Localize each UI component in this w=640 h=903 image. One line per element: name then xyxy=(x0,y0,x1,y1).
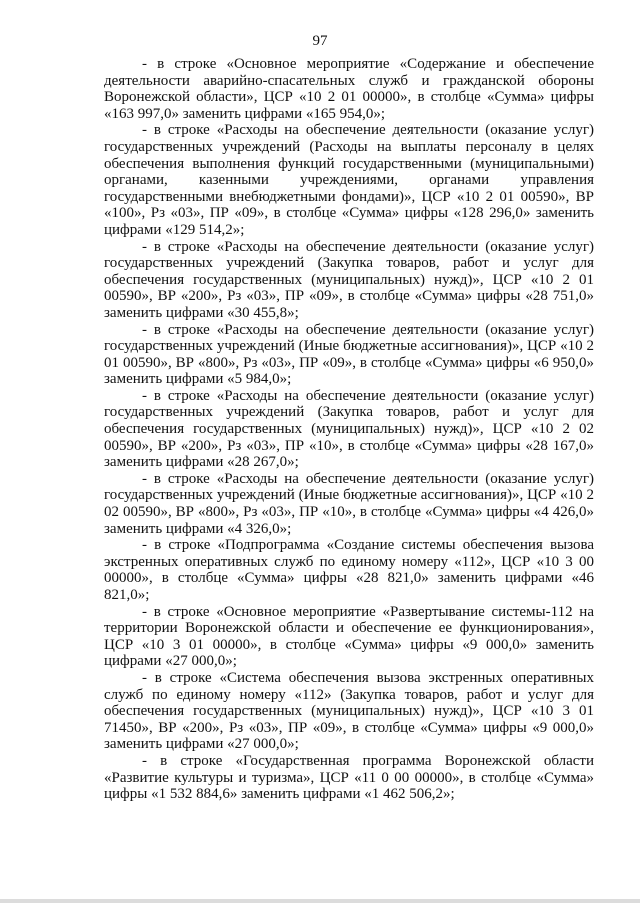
amendment-paragraph: - в строке «Система обеспечения вызова экстренных оперативных служб по единому номеру «112» (Закупка товаров, работ и услуг для обеспечения государственных (муниципальных) нужд)», ЦСР «10 3 01 71450», ВР «200», Рз «03», ПР «09», в столбце «Сумма» цифры «9 000,0» заменить цифрами «27 000,0»; xyxy=(104,669,594,753)
amendment-paragraph: - в строке «Основное мероприятие «Содержание и обеспечение деятельности аварийно-спасательных служб и гражданской обороны Воронежской области», ЦСР «10 2 01 00000», в столбце «Сумма» цифры «163 997,0» заменить цифрами «165 954,0»; xyxy=(104,56,594,122)
amendment-paragraph: - в строке «Расходы на обеспечение деятельности (оказание услуг) государственных учреждений (Закупка товаров, работ и услуг для обеспечения государственных (муниципальных) нужд)», ЦСР «10 2 01 00590», ВР «200», Рз «03», ПР «09», в столбце «Сумма» цифры «28 751,0» заменить цифрами «30 455,8»; xyxy=(104,238,594,321)
amendment-paragraph: - в строке «Расходы на обеспечение деятельности (оказание услуг) государственных учреждений (Расходы на выплаты персоналу в целях обеспечения выполнения функций государственными (муниципальными) органами, казенными учреждениями, органами управления государственными внебюджетными фондами)», ЦСР «10 2 01 00590», ВР «100», Рз «03», ПР «09», в столбце «Сумма» цифры «128 296,0» заменить цифрами «129 514,2»; xyxy=(104,122,594,238)
amendment-paragraph: - в строке «Расходы на обеспечение деятельности (оказание услуг) государственных учреждений (Закупка товаров, работ и услуг для обеспечения государственных (муниципальных) нужд)», ЦСР «10 2 02 00590», ВР «200», Рз «03», ПР «10», в столбце «Сумма» цифры «28 167,0» заменить цифрами «28 267,0»; xyxy=(104,387,594,471)
amendment-paragraph: - в строке «Расходы на обеспечение деятельности (оказание услуг) государственных учреждений (Иные бюджетные ассигнования)», ЦСР «10 2 02 00590», ВР «800», Рз «03», ПР «10», в столбце «Сумма» цифры «4 426,0» заменить цифрами «4 326,0»; xyxy=(104,470,594,537)
document-body xyxy=(104,56,594,803)
page-bottom-edge xyxy=(0,899,640,903)
page-number: 97 xyxy=(312,33,328,49)
amendment-paragraph: - в строке «Государственная программа Воронежской области «Развитие культуры и туризма», ЦСР «11 0 00 00000», в столбце «Сумма» цифры «1 532 884,6» заменить цифрами «1 462 506,2»; xyxy=(104,752,594,803)
amendment-paragraph: - в строке «Расходы на обеспечение деятельности (оказание услуг) государственных учреждений (Иные бюджетные ассигнования)», ЦСР «10 2 01 00590», ВР «800», Рз «03», ПР «09», в столбце «Сумма» цифры «6 950,0» заменить цифрами «5 984,0»; xyxy=(104,321,594,388)
amendment-paragraph: - в строке «Основное мероприятие «Развертывание системы-112 на территории Воронежской области и обеспечение ее функционирования», ЦСР «10 3 01 00000», в столбце «Сумма» цифры «9 000,0» заменить цифрами «27 000,0»; xyxy=(104,603,594,670)
amendment-paragraph: - в строке «Подпрограмма «Создание системы обеспечения вызова экстренных оперативных служб по единому номеру «112», ЦСР «10 3 00 00000», в столбце «Сумма» цифры «28 821,0» заменить цифрами «46 821,0»; xyxy=(104,537,594,603)
